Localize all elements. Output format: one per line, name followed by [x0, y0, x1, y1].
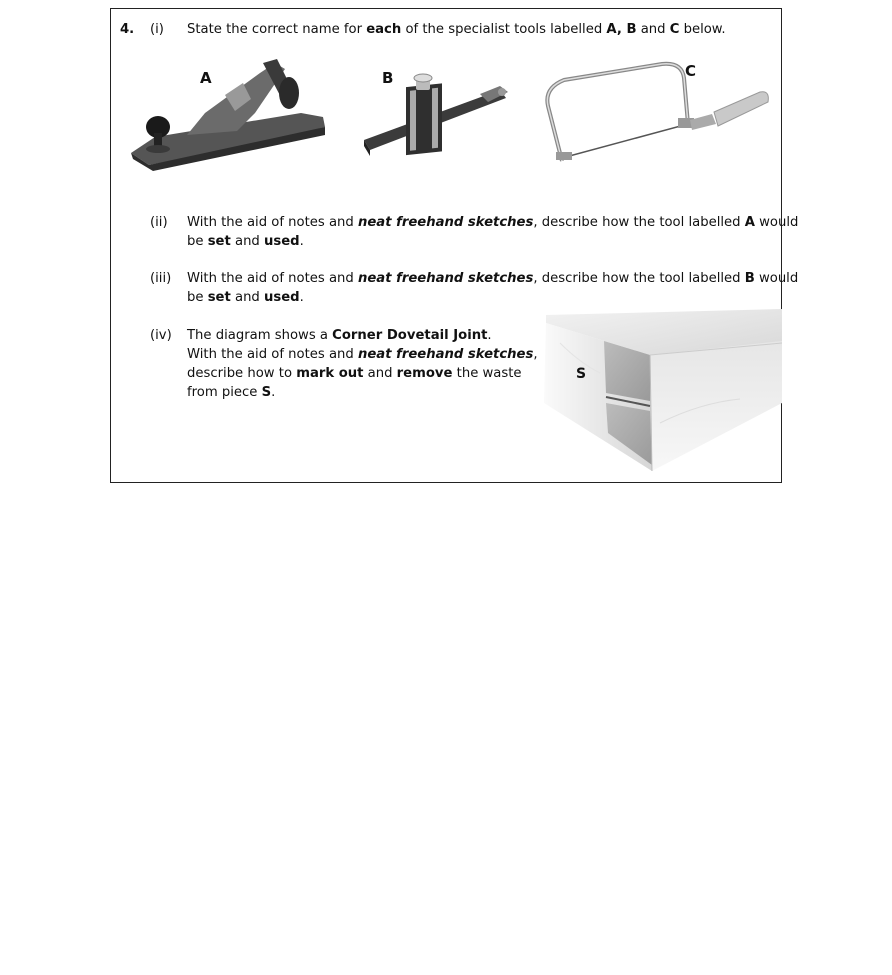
part-i-number: (i) [150, 22, 164, 37]
marking-gauge-icon [360, 72, 520, 167]
dovetail-joint-icon [540, 303, 782, 471]
smoothing-plane-icon [125, 55, 330, 175]
part-ii-number: (ii) [150, 215, 168, 230]
part-iv-line-4: from piece S. [187, 385, 276, 400]
part-iii-number: (iii) [150, 271, 172, 286]
question-number: 4. [120, 22, 135, 37]
part-iv-line-2: With the aid of notes and neat freehand sketches, [187, 347, 538, 362]
part-ii-line-2: be set and used. [187, 234, 304, 249]
label-a: A [200, 69, 212, 87]
part-iv-line-3: describe how to mark out and remove the waste [187, 366, 522, 381]
part-ii-line-1: With the aid of notes and neat freehand sketches, describe how the tool labelled A would [187, 215, 799, 230]
part-iii-line-1: With the aid of notes and neat freehand sketches, describe how the tool labelled B would [187, 271, 799, 286]
coping-saw-icon [542, 58, 772, 173]
label-s: S [576, 366, 587, 382]
label-c: C [685, 62, 697, 80]
label-b: B [382, 69, 394, 87]
part-iv-line-1: The diagram shows a Corner Dovetail Joint. [187, 328, 492, 343]
part-iv-number: (iv) [150, 328, 172, 343]
part-iii-line-2: be set and used. [187, 290, 304, 305]
part-i-text: State the correct name for each of the specialist tools labelled A, B and C below. [187, 22, 726, 37]
